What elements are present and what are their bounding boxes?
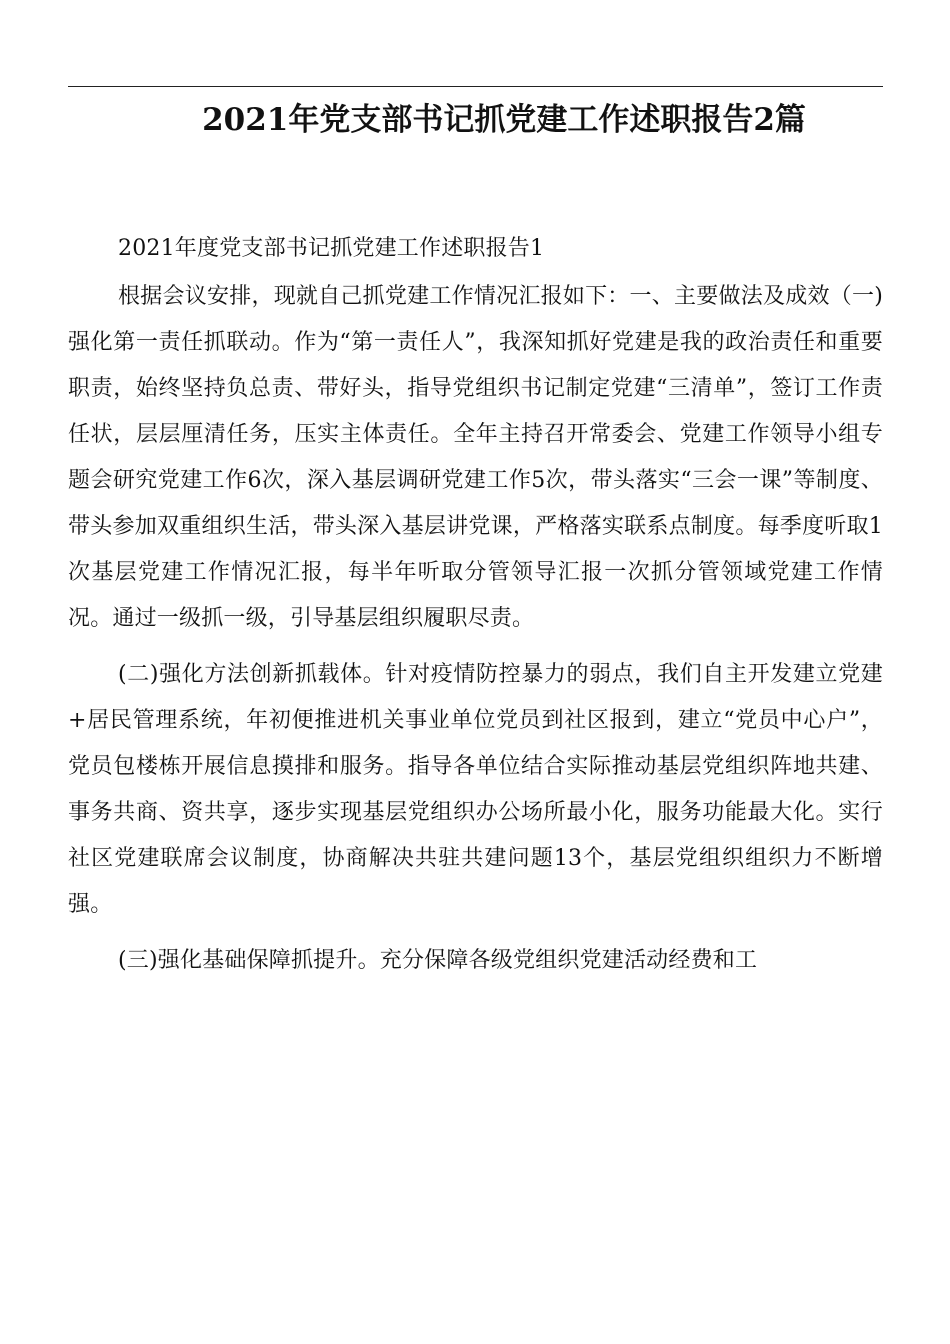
header-rule [68,86,883,87]
document-body [68,226,883,984]
paragraph-1: 根据会议安排，现就自己抓党建工作情况汇报如下：一、主要做法及成效（一)强化第一责任抓联动。作为“第一责任人”，我深知抓好党建是我的政治责任和重要职责，始终坚持负总责、带好头，指导党组织书记制定党建“三清单”，签订工作责任状，层层厘清任务，压实主体责任。全年主持召开常委会、党建工作领导小组专题会研究党建工作6次，深入基层调研党建工作5次，带头落实“三会一课”等制度、带头参加双重组织生活，带头深入基层讲党课，严格落实联系点制度。每季度听取1次基层党建工作情况汇报，每半年听取分管领导汇报一次抓分管领域党建工作情况。通过一级抓一级，引导基层组织履职尽责。 [68,284,883,631]
paragraph-3: (三)强化基础保障抓提升。充分保障各级党组织党建活动经费和工 [118,948,758,973]
paragraph-2: (二)强化方法创新抓载体。针对疫情防控暴力的弱点，我们自主开发建立党建+居民管理系统，年初便推进机关事业单位党员到社区报到，建立“党员中心户”，党员包楼栋开展信息摸排和服务。指导各单位结合实际推动基层党组织阵地共建、事务共商、资共享，逐步实现基层党组织办公场所最小化，服务功能最大化。实行社区党建联席会议制度，协商解决共驻共建问题13个，基层党组织组织力不断增强。 [68,662,883,917]
document-title: 2021年党支部书记抓党建工作述职报告2篇 [202,102,806,138]
report-subtitle: 2021年度党支部书记抓党建工作述职报告1 [118,236,545,261]
